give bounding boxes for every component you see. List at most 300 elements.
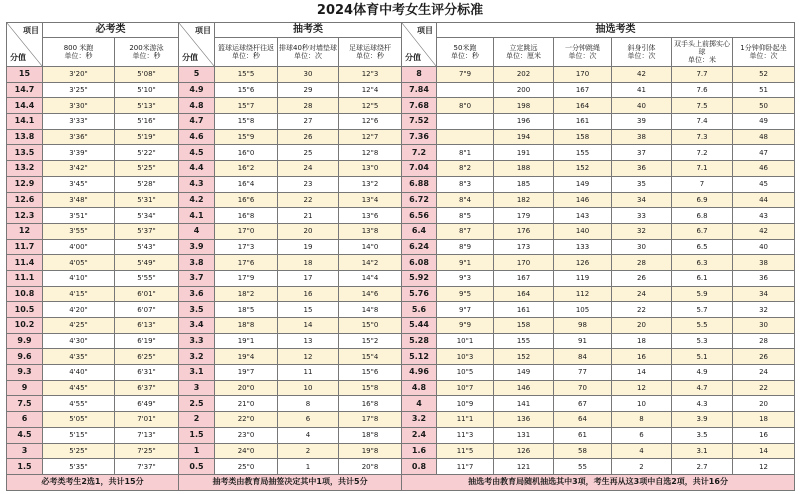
value-cell: 6.9 [672,192,733,208]
table-row [7,114,795,130]
value-cell: 22 [278,192,339,208]
score-cell: 1 [179,443,215,459]
value-cell: 36 [733,270,795,286]
score-cell: 3.8 [179,255,215,271]
value-cell: 34 [612,192,672,208]
score-cell: 4.5 [179,145,215,161]
value-cell: 30 [278,67,339,83]
value-cell: 15"8 [339,380,402,396]
value-cell: 12 [612,380,672,396]
value-cell: 6.1 [672,270,733,286]
value-cell: 8"7 [437,223,494,239]
value-cell: 7 [672,176,733,192]
value-cell: 18 [733,412,795,428]
table-row [7,192,795,208]
value-cell: 98 [554,318,612,334]
value-cell: 126 [494,443,554,459]
value-cell: 22"0 [215,412,278,428]
value-cell: 170 [494,255,554,271]
value-cell: 6 [278,412,339,428]
value-cell: 198 [494,98,554,114]
value-cell: 47 [733,145,795,161]
value-cell: 8 [612,412,672,428]
score-cell: 15 [7,67,43,83]
value-cell: 14"0 [339,239,402,255]
score-cell: 6.4 [402,223,437,239]
score-cell: 13.5 [7,145,43,161]
value-cell: 7'37" [115,459,179,475]
value-cell: 14"8 [339,302,402,318]
value-cell: 19"7 [215,365,278,381]
table-row [7,161,795,177]
value-cell: 70 [554,380,612,396]
value-cell: 7.2 [672,145,733,161]
value-cell: 5'19" [115,129,179,145]
value-cell: 14 [733,443,795,459]
score-cell: 3.2 [179,349,215,365]
value-cell: 3'39" [43,145,115,161]
score-cell: 14.4 [7,98,43,114]
value-cell: 52 [733,67,795,83]
value-cell: 4'35" [43,349,115,365]
value-cell: 3'20" [43,67,115,83]
value-cell: 32 [733,302,795,318]
value-cell: 4.3 [672,396,733,412]
value-cell: 5.1 [672,349,733,365]
value-cell: 202 [494,67,554,83]
score-cell: 7.68 [402,98,437,114]
value-cell: 8"3 [437,176,494,192]
value-cell: 5.9 [672,286,733,302]
value-cell: 36 [612,161,672,177]
value-cell: 26 [278,129,339,145]
score-cell: 5.92 [402,270,437,286]
value-cell: 41 [612,82,672,98]
value-cell: 48 [733,129,795,145]
value-cell: 4'25" [43,318,115,334]
score-cell: 7.04 [402,161,437,177]
value-cell: 4 [612,443,672,459]
value-cell: 28 [733,333,795,349]
score-cell: 10.8 [7,286,43,302]
value-cell: 12"8 [339,145,402,161]
value-cell: 17"6 [215,255,278,271]
group-header-row [7,23,795,38]
value-cell: 3'48" [43,192,115,208]
value-cell: 11"1 [437,412,494,428]
score-cell: 11.1 [7,270,43,286]
score-cell: 14.7 [7,82,43,98]
value-cell: 51 [733,82,795,98]
value-cell: 126 [554,255,612,271]
value-cell: 5.3 [672,333,733,349]
value-cell: 39 [612,114,672,130]
score-cell: 4.2 [179,192,215,208]
value-cell: 158 [494,318,554,334]
score-cell: 3.4 [179,318,215,334]
value-cell: 12"5 [339,98,402,114]
table-row [7,286,795,302]
value-cell: 28 [278,98,339,114]
value-cell: 7"9 [437,67,494,83]
value-cell: 9"5 [437,286,494,302]
value-cell: 6.8 [672,208,733,224]
table-row [7,67,795,83]
score-cell: 4.4 [179,161,215,177]
value-cell: 14"2 [339,255,402,271]
value-cell: 5'28" [115,176,179,192]
score-cell: 6.56 [402,208,437,224]
value-cell: 30 [612,239,672,255]
value-cell: 13"6 [339,208,402,224]
score-cell: 6.08 [402,255,437,271]
value-cell: 2 [278,443,339,459]
score-cell: 9.6 [7,349,43,365]
score-cell: 12.3 [7,208,43,224]
value-cell: 16 [278,286,339,302]
value-cell: 15"6 [215,82,278,98]
value-cell: 4'30" [43,333,115,349]
value-cell: 8"0 [437,98,494,114]
item-header: 立定跳远 单位：厘米 [494,38,554,67]
value-cell: 3.1 [672,443,733,459]
value-cell: 152 [554,161,612,177]
value-cell: 20"8 [339,459,402,475]
score-cell: 10.2 [7,318,43,334]
item-header: 足球运球绕杆 单位：秒 [339,38,402,67]
value-cell: 7.1 [672,161,733,177]
value-cell: 8"4 [437,192,494,208]
score-cell: 5.12 [402,349,437,365]
value-cell: 40 [612,98,672,114]
score-cell: 5.44 [402,318,437,334]
value-cell: 38 [733,255,795,271]
value-cell: 27 [278,114,339,130]
table-row [7,427,795,443]
score-cell: 7.36 [402,129,437,145]
value-cell: 5'10" [115,82,179,98]
score-cell: 4.6 [179,129,215,145]
score-cell: 6.24 [402,239,437,255]
table-row [7,396,795,412]
value-cell: 170 [554,67,612,83]
value-cell: 11 [278,365,339,381]
table-body [7,67,795,475]
value-cell: 146 [494,380,554,396]
value-cell: 16"0 [215,145,278,161]
value-cell: 4'55" [43,396,115,412]
value-cell: 17"3 [215,239,278,255]
score-cell: 3.7 [179,270,215,286]
table-row [7,176,795,192]
value-cell: 15"0 [339,318,402,334]
value-cell: 16"4 [215,176,278,192]
value-cell: 15"5 [215,67,278,83]
value-cell: 161 [554,114,612,130]
value-cell: 167 [554,82,612,98]
value-cell: 12"6 [339,114,402,130]
value-cell: 17 [278,270,339,286]
value-cell: 176 [494,223,554,239]
value-cell: 18"8 [339,427,402,443]
value-cell: 10 [612,396,672,412]
value-cell: 185 [494,176,554,192]
value-cell: 18"2 [215,286,278,302]
item-header: 排球40秒对墙垫球 单位：次 [278,38,339,67]
table-row [7,255,795,271]
footer-note-optional: 抽选考由教育局随机抽选其中3项，考生再从这3项中自选2项，共计16分 [402,474,795,490]
value-cell: 6.7 [672,223,733,239]
value-cell: 149 [494,365,554,381]
value-cell: 67 [554,396,612,412]
corner-cell-1: 项目 分值 [7,23,43,67]
value-cell: 194 [494,129,554,145]
value-cell: 16"2 [215,161,278,177]
score-cell: 2 [179,412,215,428]
value-cell: 7.6 [672,82,733,98]
value-cell: 4'15" [43,286,115,302]
item-header: 800 米跑 单位：秒 [43,38,115,67]
value-cell: 3.9 [672,412,733,428]
value-cell: 21 [278,208,339,224]
score-cell: 3.5 [179,302,215,318]
score-cell: 5.28 [402,333,437,349]
value-cell: 84 [554,349,612,365]
value-cell: 7'13" [115,427,179,443]
value-cell: 21"0 [215,396,278,412]
value-cell: 29 [278,82,339,98]
value-cell: 4.9 [672,365,733,381]
corner-cell-3: 项目 分值 [402,23,437,67]
value-cell: 12 [733,459,795,475]
table-row [7,443,795,459]
value-cell: 23"0 [215,427,278,443]
value-cell: 33 [612,208,672,224]
value-cell: 8"1 [437,145,494,161]
score-cell: 4 [179,223,215,239]
item-header: 200米游泳 单位：秒 [115,38,179,67]
value-cell: 2 [612,459,672,475]
value-cell: 9"7 [437,302,494,318]
score-cell: 9.3 [7,365,43,381]
score-cell: 8 [402,67,437,83]
value-cell: 25 [278,145,339,161]
value-cell: 182 [494,192,554,208]
score-cell: 1.6 [402,443,437,459]
value-cell: 3.5 [672,427,733,443]
item-header: 双手头上前掷实心球 单位：米 [672,38,733,67]
value-cell: 19"4 [215,349,278,365]
value-cell: 5.7 [672,302,733,318]
value-cell: 15 [278,302,339,318]
value-cell: 7.7 [672,67,733,83]
value-cell: 10"7 [437,380,494,396]
value-cell: 24 [278,161,339,177]
value-cell: 40 [733,239,795,255]
score-cell: 12.9 [7,176,43,192]
value-cell: 28 [612,255,672,271]
score-cell: 13.8 [7,129,43,145]
value-cell: 14"6 [339,286,402,302]
value-cell: 6'25" [115,349,179,365]
value-cell: 3'30" [43,98,115,114]
value-cell: 5'34" [115,208,179,224]
value-cell: 77 [554,365,612,381]
value-cell: 5'13" [115,98,179,114]
value-cell: 20 [278,223,339,239]
table-row [7,145,795,161]
value-cell: 6'19" [115,333,179,349]
value-cell: 8"5 [437,208,494,224]
value-cell: 17"9 [215,270,278,286]
value-cell: 196 [494,114,554,130]
value-cell: 12"7 [339,129,402,145]
score-cell: 4 [402,396,437,412]
score-cell: 0.5 [179,459,215,475]
value-cell: 19"8 [339,443,402,459]
value-cell: 16 [733,427,795,443]
value-cell: 5'22" [115,145,179,161]
table-row [7,129,795,145]
score-cell: 7.2 [402,145,437,161]
value-cell: 136 [494,412,554,428]
value-cell: 18 [612,333,672,349]
value-cell: 7.3 [672,129,733,145]
table-row [7,223,795,239]
value-cell: 64 [554,412,612,428]
value-cell: 4'10" [43,270,115,286]
score-cell: 4.96 [402,365,437,381]
table-row [7,365,795,381]
value-cell: 4'00" [43,239,115,255]
value-cell: 8 [278,396,339,412]
table-row [7,208,795,224]
item-header: 篮球运球绕杆往返 单位：秒 [215,38,278,67]
value-cell: 173 [494,239,554,255]
score-cell: 3 [179,380,215,396]
score-cell: 4.7 [179,114,215,130]
value-cell: 20 [612,318,672,334]
value-cell: 9"1 [437,255,494,271]
value-cell: 13"0 [339,161,402,177]
value-cell: 14 [278,318,339,334]
footer-note-draw: 抽考类由教育局抽签决定其中1项，共计5分 [179,474,402,490]
value-cell: 3'55" [43,223,115,239]
value-cell: 18 [278,255,339,271]
group-required: 必考类 [43,23,179,38]
score-cell: 6.72 [402,192,437,208]
value-cell: 15"9 [215,129,278,145]
score-cell: 6.88 [402,176,437,192]
footer-row [7,474,795,490]
value-cell: 167 [494,270,554,286]
value-cell: 191 [494,145,554,161]
group-optional: 抽选考类 [437,23,795,38]
value-cell: 13 [278,333,339,349]
value-cell: 12"3 [339,67,402,83]
score-cell: 3.3 [179,333,215,349]
value-cell: 6'37" [115,380,179,396]
value-cell: 50 [733,98,795,114]
value-cell: 7.5 [672,98,733,114]
value-cell: 24"0 [215,443,278,459]
value-cell: 16"8 [215,208,278,224]
value-cell: 4'05" [43,255,115,271]
table-row [7,459,795,475]
table-row [7,239,795,255]
value-cell: 17"8 [339,412,402,428]
value-cell: 34 [733,286,795,302]
value-cell: 14"4 [339,270,402,286]
score-cell: 10.5 [7,302,43,318]
value-cell: 11"5 [437,443,494,459]
value-cell: 15"2 [339,333,402,349]
score-cell: 6 [7,412,43,428]
value-cell: 42 [612,67,672,83]
score-cell: 4.3 [179,176,215,192]
corner-cell-2: 项目 分值 [179,23,215,67]
item-header: 50米跑 单位：秒 [437,38,494,67]
value-cell: 5'05" [43,412,115,428]
value-cell: 16 [612,349,672,365]
value-cell: 143 [554,208,612,224]
value-cell: 32 [612,223,672,239]
value-cell: 1 [278,459,339,475]
value-cell: 3'25" [43,82,115,98]
sheet-title: 2024体育中考女生评分标准 [316,3,484,18]
value-cell: 179 [494,208,554,224]
value-cell: 9"9 [437,318,494,334]
value-cell: 6.3 [672,255,733,271]
value-cell: 8"2 [437,161,494,177]
table-row [7,82,795,98]
item-header: 一分钟跳绳 单位：次 [554,38,612,67]
value-cell: 15"7 [215,98,278,114]
value-cell: 4'45" [43,380,115,396]
value-cell: 23 [278,176,339,192]
value-cell: 5'15" [43,427,115,443]
value-cell: 18"5 [215,302,278,318]
value-cell: 15"8 [215,114,278,130]
value-cell: 4'40" [43,365,115,381]
value-cell: 10"3 [437,349,494,365]
value-cell: 10 [278,380,339,396]
value-cell: 149 [554,176,612,192]
value-cell: 15"6 [339,365,402,381]
value-cell: 30 [733,318,795,334]
value-cell: 140 [554,223,612,239]
score-cell: 4.9 [179,82,215,98]
score-cell: 5 [179,67,215,83]
value-cell: 5'37" [115,223,179,239]
value-cell: 61 [554,427,612,443]
item-header: 斜身引体 单位：次 [612,38,672,67]
value-cell: 13"8 [339,223,402,239]
value-cell: 6'07" [115,302,179,318]
score-cell: 3.2 [402,412,437,428]
value-cell: 6'49" [115,396,179,412]
score-cell: 4.1 [179,208,215,224]
value-cell: 141 [494,396,554,412]
value-cell: 152 [494,349,554,365]
value-cell: 91 [554,333,612,349]
value-cell: 5'49" [115,255,179,271]
value-cell: 8"9 [437,239,494,255]
value-cell: 5'25" [43,443,115,459]
score-cell: 3.6 [179,286,215,302]
value-cell: 155 [554,145,612,161]
value-cell: 16"8 [339,396,402,412]
